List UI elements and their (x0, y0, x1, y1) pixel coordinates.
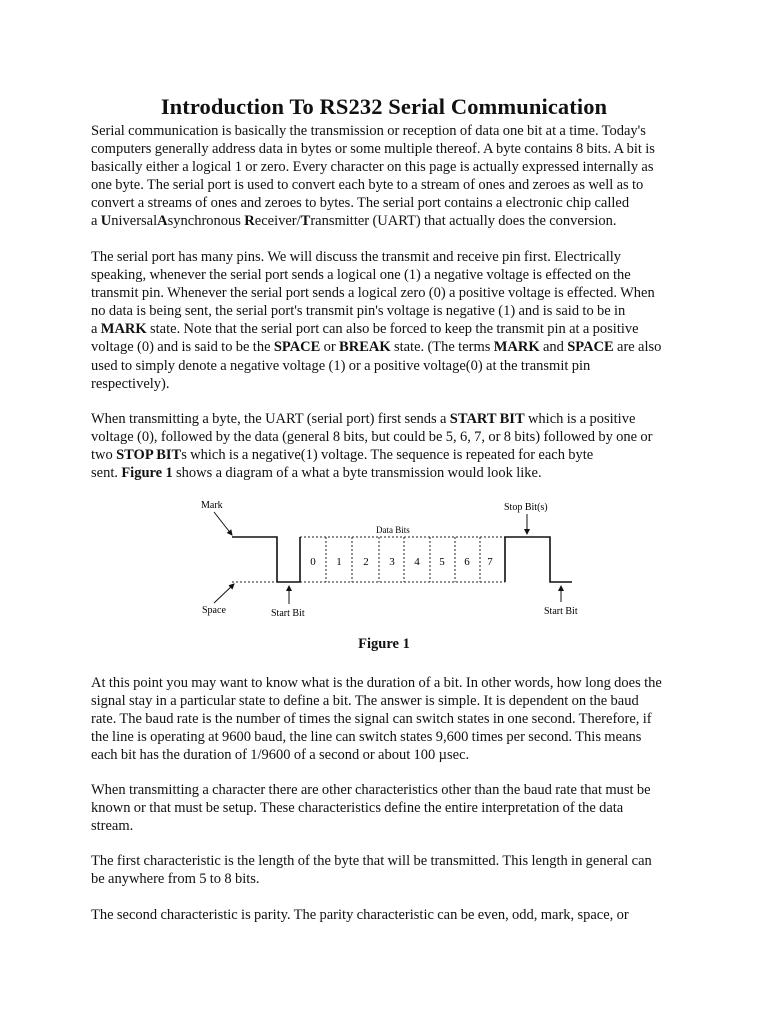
paragraph-byte-length (91, 852, 697, 888)
space-label: Space (202, 605, 226, 616)
paragraph-intro (91, 122, 697, 231)
paragraph-parity (91, 906, 697, 924)
text-line: one byte. The serial port is used to convert each byte to a stream of ones and zeroes as well as to (91, 177, 644, 194)
bit-number: 7 (487, 556, 493, 568)
text-line: The serial port has many pins. We will discuss the transmit and receive pin first. Electrically (91, 249, 622, 265)
paragraph-byte-transmission (91, 410, 697, 482)
paragraph-characteristics (91, 781, 697, 835)
paragraph-pins (91, 248, 697, 393)
data-bits-label: Data Bits (376, 525, 410, 535)
bit-number: 6 (464, 556, 470, 568)
text-line: each bit has the duration of 1/9600 of a second or about 100 µsec. (91, 747, 470, 764)
text-line: used to simply denote a negative voltage (1) or a positive voltage(0) at the transmit pin (91, 357, 591, 374)
text-line: signal stay in a particular state to define a bit. The answer is simple. It is dependent on the baud (91, 693, 639, 710)
text-line: convert a streams of ones and zeroes to bytes. The serial port contains a electronic chip called (91, 195, 630, 212)
text-line: speaking, whenever the serial port sends a logical one (1) a negative voltage is effected on the (91, 267, 631, 284)
text-line: transmit pin. Whenever the serial port sends a logical zero (0) a positive voltage is effected. When (91, 285, 655, 302)
page-title: Introduction To RS232 Serial Communication (160, 94, 608, 119)
stop-bits-label: Stop Bit(s) (504, 502, 548, 513)
text-line: basically either a logical 1 or zero. Every character on this page is actually expressed internally as (91, 159, 654, 176)
bit-number: 1 (336, 556, 342, 568)
space-arrow (214, 584, 234, 603)
text-line: The first characteristic is the length of the byte that will be transmitted. This length in general can (91, 853, 652, 869)
text-line: voltage (0) and is said to be the SPACE or BREAK state. (The terms MARK and SPACE are also (91, 339, 662, 356)
start-bit-label: Start Bit (271, 608, 305, 619)
mark-label: Mark (201, 500, 223, 511)
paragraph-baud-rate (91, 674, 697, 764)
next-start-bit-label: Start Bit (544, 606, 578, 617)
bit-number: 4 (414, 556, 420, 568)
bit-number: 0 (310, 556, 316, 568)
text-line: computers generally address data in bytes or some multiple thereof. A byte contains 8 bits. A bit is (91, 141, 655, 158)
signal-waveform (232, 537, 300, 582)
text-line: no data is being sent, the serial port's transmit pin's voltage is negative (1) and is said to be in (91, 303, 626, 320)
text-line: respectively). (91, 375, 170, 392)
text-line: rate. The baud rate is the number of times the signal can switch states in one second. Therefore, if (91, 711, 652, 728)
text-line: the line is operating at 9600 baud, the line can switch states 9,600 times per second. This means (91, 729, 642, 746)
text-line: known or that must be setup. These characteristics define the entire interpretation of the data (91, 800, 624, 817)
bit-number-group (310, 556, 493, 568)
text-line: voltage (0), followed by the data (general 8 bits, but could be 5, 6, 7, or 8 bits) followed by one or (91, 429, 653, 446)
text-line: be anywhere from 5 to 8 bits. (91, 871, 260, 888)
text-line: The second characteristic is parity. The parity characteristic can be even, odd, mark, space, or (91, 907, 629, 923)
byte-transmission-diagram (0, 490, 768, 625)
bit-number: 2 (363, 556, 369, 568)
text-line: stream. (91, 818, 134, 835)
dotted-reference-lines (232, 537, 572, 582)
signal-waveform-stop (505, 537, 572, 582)
bit-number: 5 (439, 556, 445, 568)
text-line: When transmitting a byte, the UART (serial port) first sends a START BIT which is a positive (91, 411, 636, 427)
text-line: a MARK state. Note that the serial port can also be forced to keep the transmit pin at a positive (91, 321, 639, 338)
text-line: At this point you may want to know what is the duration of a bit. In other words, how long does the (91, 675, 662, 691)
text-line: sent. Figure 1 shows a diagram of a what a byte transmission would look like. (91, 465, 542, 482)
figure-caption: Figure 1 (358, 636, 410, 652)
bit-number: 3 (389, 556, 395, 568)
text-line: a UniversalAsynchronous Receiver/Transmitter (UART) that actually does the conversion. (91, 213, 617, 230)
text-line: two STOP BITs which is a negative(1) voltage. The sequence is repeated for each byte (91, 447, 594, 464)
text-line: When transmitting a character there are other characteristics other than the baud rate that must be (91, 782, 651, 798)
text-line: Serial communication is basically the transmission or reception of data one bit at a time. Today's (91, 123, 646, 139)
mark-arrow (214, 512, 232, 535)
